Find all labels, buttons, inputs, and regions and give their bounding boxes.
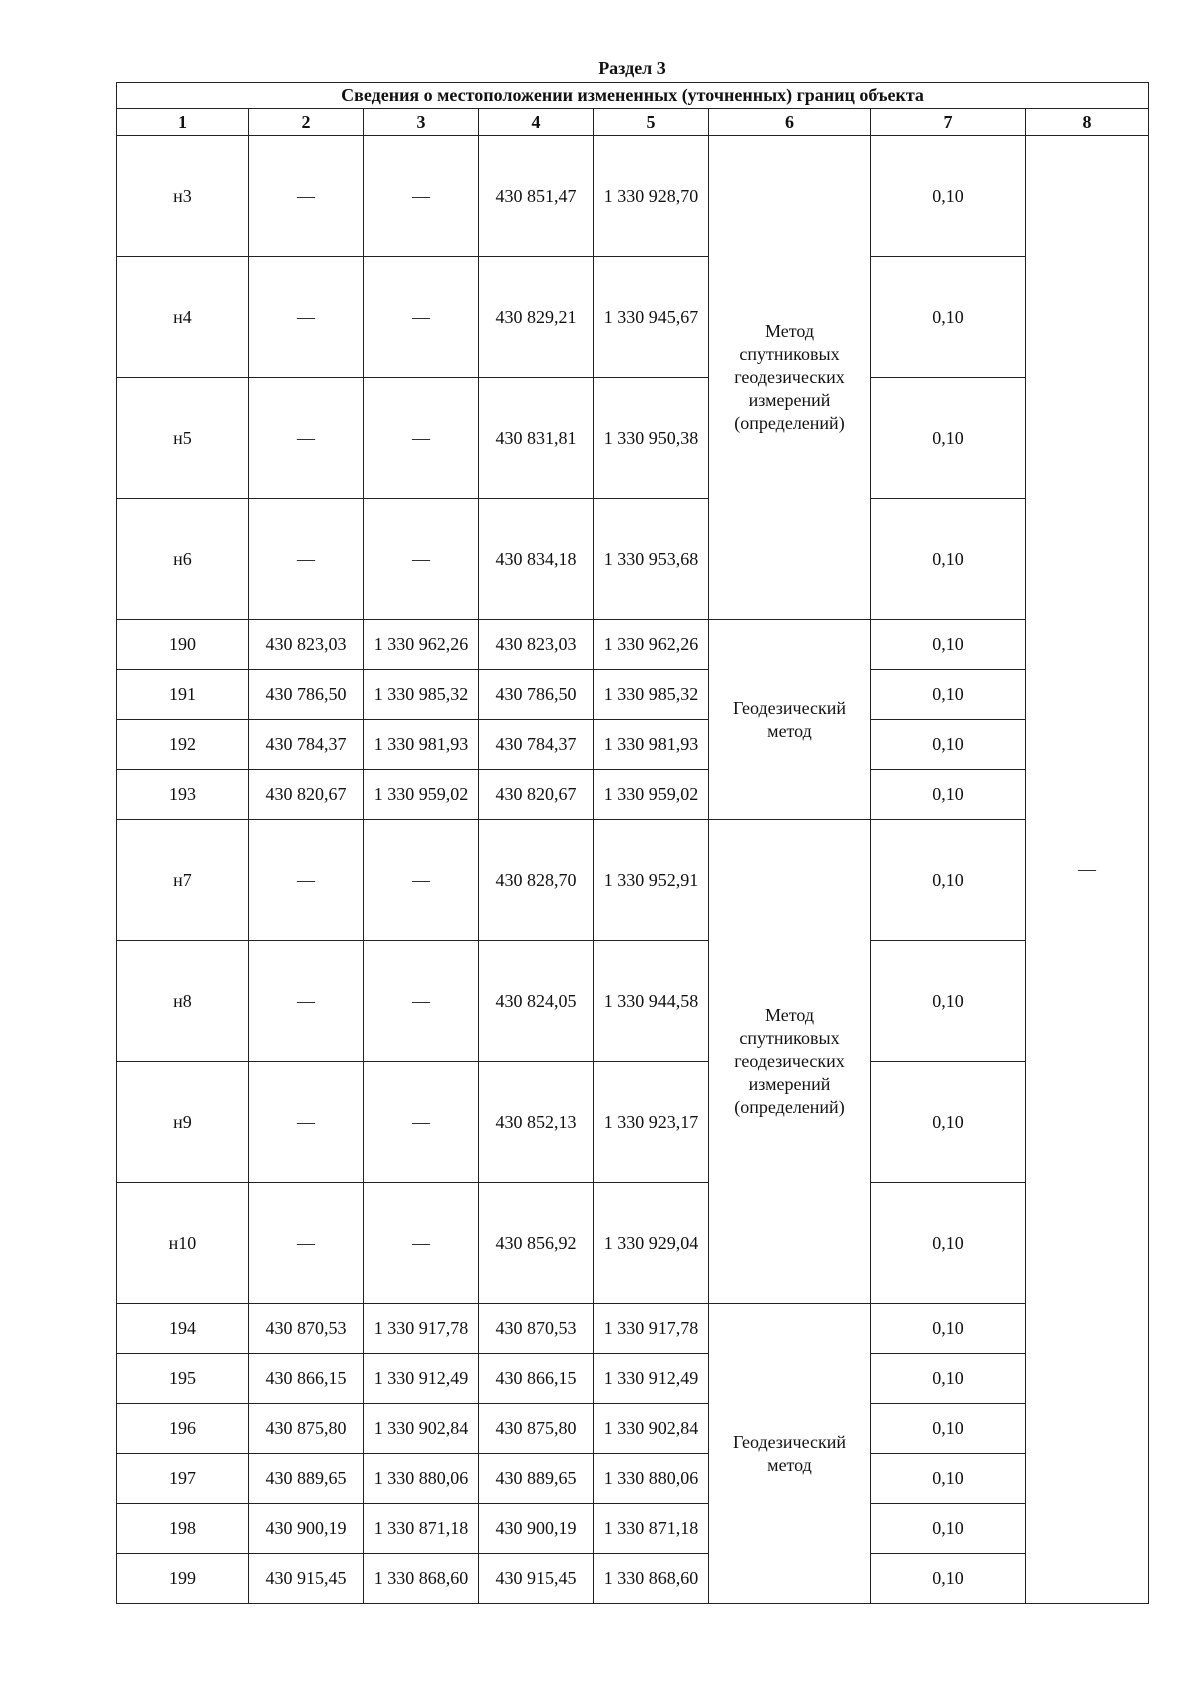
new-y-cell: 1 330 959,02 (594, 770, 709, 820)
precision-cell: 0,10 (871, 820, 1026, 941)
table-row (117, 136, 1149, 257)
point-name-cell: н4 (117, 257, 249, 378)
table-title-row (117, 83, 1149, 109)
header-row (117, 109, 1149, 136)
method-line: Метод (764, 321, 815, 341)
new-y-cell: 1 330 981,93 (594, 720, 709, 770)
old-y-cell: — (364, 1183, 479, 1304)
old-y-cell: — (364, 257, 479, 378)
old-y-cell: — (364, 1062, 479, 1183)
method-cell (709, 620, 871, 820)
precision-cell: 0,10 (871, 670, 1026, 720)
old-x-cell: — (249, 378, 364, 499)
new-y-cell: 1 330 944,58 (594, 941, 709, 1062)
old-y-cell: 1 330 912,49 (364, 1354, 479, 1404)
old-y-cell: — (364, 820, 479, 941)
new-x-cell: 430 866,15 (479, 1354, 594, 1404)
point-name-cell: н10 (117, 1183, 249, 1304)
header-col-6: 6 (709, 109, 871, 136)
point-name-cell: 196 (117, 1404, 249, 1454)
new-y-cell: 1 330 868,60 (594, 1554, 709, 1604)
point-name-cell: 193 (117, 770, 249, 820)
method-line: (определений) (734, 1097, 845, 1117)
new-x-cell: 430 823,03 (479, 620, 594, 670)
new-x-cell: 430 875,80 (479, 1404, 594, 1454)
point-name-cell: н8 (117, 941, 249, 1062)
old-x-cell: 430 823,03 (249, 620, 364, 670)
old-x-cell: — (249, 820, 364, 941)
method-line: спутниковых (739, 1028, 840, 1048)
header-col-5: 5 (594, 109, 709, 136)
new-x-cell: 430 851,47 (479, 136, 594, 257)
old-x-cell: — (249, 136, 364, 257)
table-row (117, 1454, 1149, 1504)
precision-cell: 0,10 (871, 1554, 1026, 1604)
old-y-cell: 1 330 962,26 (364, 620, 479, 670)
new-y-cell: 1 330 952,91 (594, 820, 709, 941)
point-name-cell: 199 (117, 1554, 249, 1604)
precision-cell: 0,10 (871, 1504, 1026, 1554)
table-row (117, 499, 1149, 620)
method-cell (709, 820, 871, 1304)
precision-cell: 0,10 (871, 1183, 1026, 1304)
old-y-cell: 1 330 917,78 (364, 1304, 479, 1354)
point-name-cell: 191 (117, 670, 249, 720)
point-name-cell: н7 (117, 820, 249, 941)
new-x-cell: 430 856,92 (479, 1183, 594, 1304)
point-name-cell: н9 (117, 1062, 249, 1183)
table-row (117, 1404, 1149, 1454)
table-row (117, 1183, 1149, 1304)
table-row (117, 941, 1149, 1062)
old-y-cell: 1 330 871,18 (364, 1504, 479, 1554)
old-x-cell: 430 875,80 (249, 1404, 364, 1454)
method-line: метод (767, 720, 812, 741)
new-y-cell: 1 330 928,70 (594, 136, 709, 257)
old-y-cell: 1 330 880,06 (364, 1454, 479, 1504)
table-row (117, 1062, 1149, 1183)
new-y-cell: 1 330 912,49 (594, 1354, 709, 1404)
precision-cell: 0,10 (871, 378, 1026, 499)
old-y-cell: 1 330 981,93 (364, 720, 479, 770)
method-line: (определений) (734, 413, 845, 433)
precision-cell: 0,10 (871, 720, 1026, 770)
new-y-cell: 1 330 917,78 (594, 1304, 709, 1354)
old-x-cell: — (249, 1062, 364, 1183)
section-title: Раздел 3 (598, 58, 666, 78)
precision-cell: 0,10 (871, 1404, 1026, 1454)
new-y-cell: 1 330 902,84 (594, 1404, 709, 1454)
old-x-cell: — (249, 1183, 364, 1304)
table-row (117, 257, 1149, 378)
table-row (117, 1304, 1149, 1354)
new-x-cell: 430 870,53 (479, 1304, 594, 1354)
precision-cell: 0,10 (871, 941, 1026, 1062)
new-y-cell: 1 330 923,17 (594, 1062, 709, 1183)
new-x-cell: 430 784,37 (479, 720, 594, 770)
new-x-cell: 430 828,70 (479, 820, 594, 941)
old-x-cell: 430 820,67 (249, 770, 364, 820)
old-x-cell: — (249, 941, 364, 1062)
point-name-cell: 194 (117, 1304, 249, 1354)
new-y-cell: 1 330 950,38 (594, 378, 709, 499)
precision-cell: 0,10 (871, 1062, 1026, 1183)
precision-cell: 0,10 (871, 770, 1026, 820)
table-title: Сведения о местоположении измененных (уточненных) границ объекта (117, 83, 1149, 109)
precision-cell: 0,10 (871, 1354, 1026, 1404)
old-y-cell: — (364, 941, 479, 1062)
table-row (117, 670, 1149, 720)
header-col-7: 7 (871, 109, 1026, 136)
new-y-cell: 1 330 985,32 (594, 670, 709, 720)
precision-cell: 0,10 (871, 136, 1026, 257)
new-y-cell: 1 330 953,68 (594, 499, 709, 620)
method-cell (709, 1304, 871, 1604)
old-y-cell: 1 330 902,84 (364, 1404, 479, 1454)
table-row (117, 1354, 1149, 1404)
precision-cell: 0,10 (871, 499, 1026, 620)
method-line: геодезических (734, 367, 845, 387)
header-col-4: 4 (479, 109, 594, 136)
old-y-cell: — (364, 136, 479, 257)
old-x-cell: 430 889,65 (249, 1454, 364, 1504)
new-x-cell: 430 829,21 (479, 257, 594, 378)
point-name-cell: 190 (117, 620, 249, 670)
new-y-cell: 1 330 945,67 (594, 257, 709, 378)
new-x-cell: 430 889,65 (479, 1454, 594, 1504)
header-col-2: 2 (249, 109, 364, 136)
new-x-cell: 430 786,50 (479, 670, 594, 720)
new-x-cell: 430 900,19 (479, 1504, 594, 1554)
new-x-cell: 430 820,67 (479, 770, 594, 820)
table-row (117, 1504, 1149, 1554)
old-x-cell: 430 784,37 (249, 720, 364, 770)
precision-cell: 0,10 (871, 1454, 1026, 1504)
method-cell (709, 136, 871, 620)
new-x-cell: 430 834,18 (479, 499, 594, 620)
point-name-cell: 198 (117, 1504, 249, 1554)
point-name-cell: 195 (117, 1354, 249, 1404)
point-name-cell: н5 (117, 378, 249, 499)
old-x-cell: 430 915,45 (249, 1554, 364, 1604)
point-name-cell: н6 (117, 499, 249, 620)
table-row (117, 620, 1149, 670)
method-line: измерений (748, 1074, 831, 1094)
method-line: Метод (764, 1005, 815, 1025)
old-x-cell: — (249, 499, 364, 620)
point-name-cell: 192 (117, 720, 249, 770)
old-y-cell: — (364, 378, 479, 499)
new-y-cell: 1 330 962,26 (594, 620, 709, 670)
method-line: Геодезический (732, 1431, 847, 1452)
new-x-cell: 430 831,81 (479, 378, 594, 499)
method-line: метод (767, 1454, 812, 1475)
old-y-cell: 1 330 985,32 (364, 670, 479, 720)
old-x-cell: 430 786,50 (249, 670, 364, 720)
method-line: спутниковых (739, 344, 840, 364)
old-x-cell: 430 900,19 (249, 1504, 364, 1554)
new-y-cell: 1 330 871,18 (594, 1504, 709, 1554)
old-x-cell: — (249, 257, 364, 378)
precision-cell: 0,10 (871, 1304, 1026, 1354)
new-y-cell: 1 330 929,04 (594, 1183, 709, 1304)
new-x-cell: 430 852,13 (479, 1062, 594, 1183)
old-y-cell: 1 330 959,02 (364, 770, 479, 820)
table-row (117, 720, 1149, 770)
old-y-cell: — (364, 499, 479, 620)
old-y-cell: 1 330 868,60 (364, 1554, 479, 1604)
precision-cell: 0,10 (871, 620, 1026, 670)
boundary-table (116, 82, 1149, 1604)
table-row (117, 378, 1149, 499)
header-col-3: 3 (364, 109, 479, 136)
old-x-cell: 430 870,53 (249, 1304, 364, 1354)
new-y-cell: 1 330 880,06 (594, 1454, 709, 1504)
method-line: геодезических (734, 1051, 845, 1071)
table-row (117, 770, 1149, 820)
table-row (117, 1554, 1149, 1604)
precision-cell: 0,10 (871, 257, 1026, 378)
header-col-1: 1 (117, 109, 249, 136)
table-row (117, 820, 1149, 941)
method-line: измерений (748, 390, 831, 410)
method-line: Геодезический (732, 697, 847, 718)
old-x-cell: 430 866,15 (249, 1354, 364, 1404)
col8-cell: — (1026, 136, 1149, 1604)
point-name-cell: н3 (117, 136, 249, 257)
point-name-cell: 197 (117, 1454, 249, 1504)
new-x-cell: 430 824,05 (479, 941, 594, 1062)
header-col-8: 8 (1026, 109, 1149, 136)
new-x-cell: 430 915,45 (479, 1554, 594, 1604)
